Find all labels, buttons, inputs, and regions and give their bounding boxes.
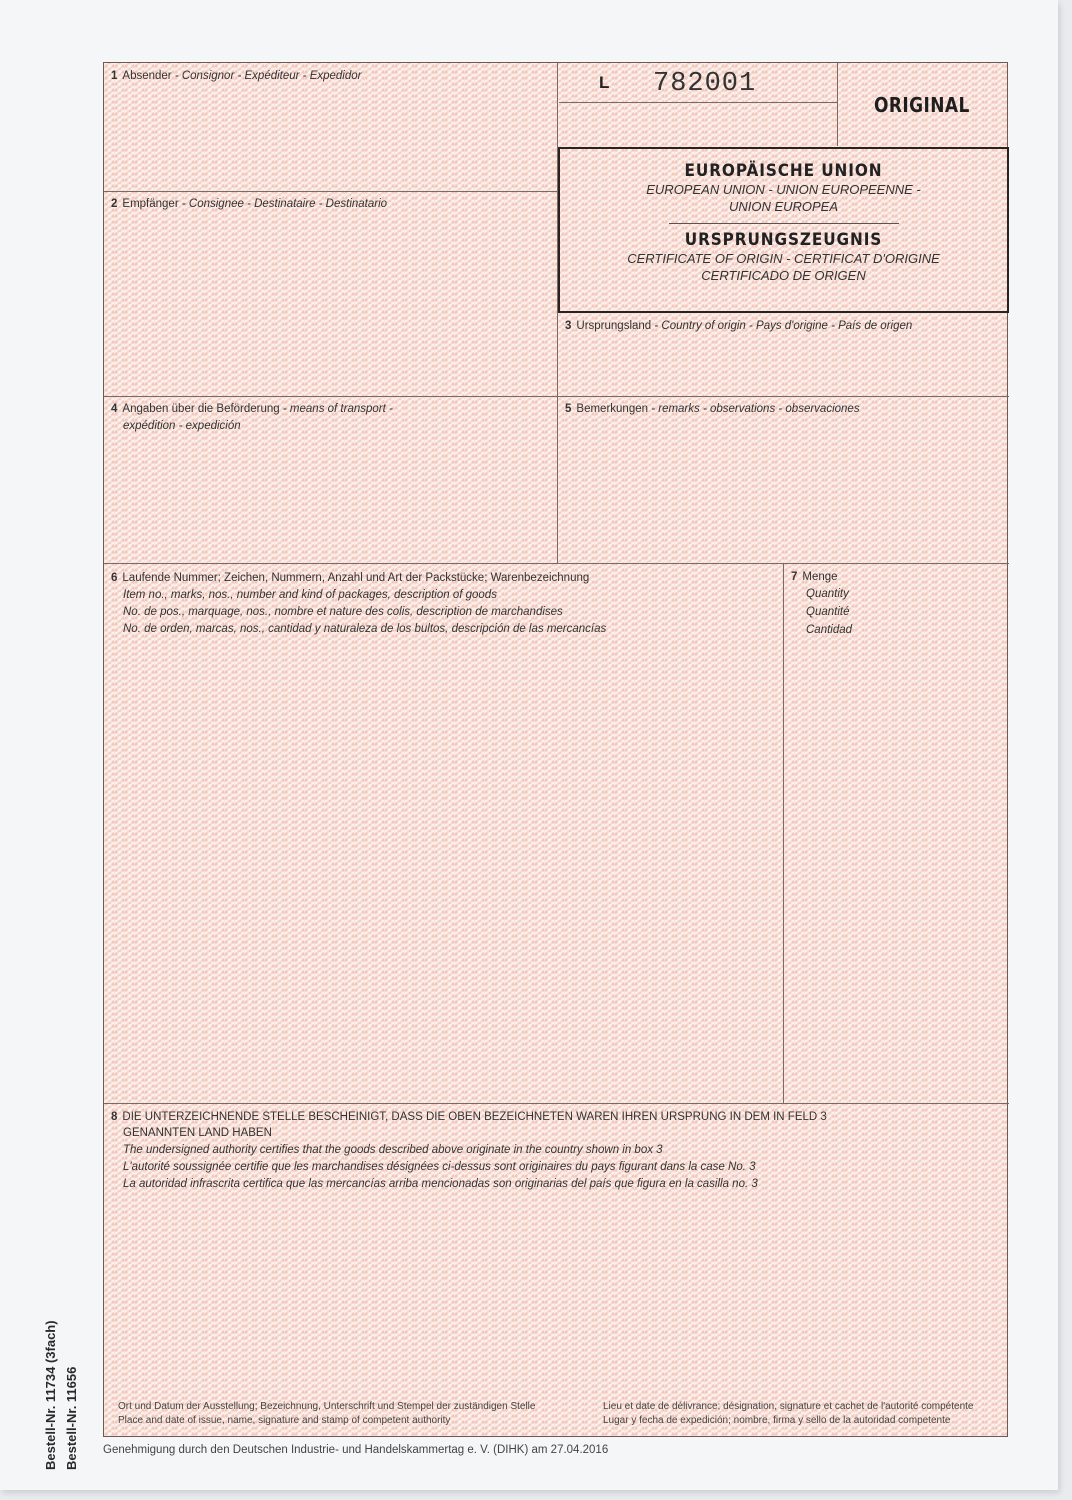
eu-title: EUROPÄISCHE UNION <box>684 161 883 181</box>
field-7-label-en <box>806 586 849 603</box>
field-label-de: Bemerkungen <box>576 403 649 415</box>
field-label-de: Empfänger <box>122 198 179 210</box>
field-label-en: Quantity <box>806 588 849 600</box>
signature-caption-es: Lugar y fecha de expedición; nombre, firma y sello de la autoridad competente <box>603 1415 951 1426</box>
field-7-label-es <box>806 622 852 639</box>
approval-note: Genehmigung durch den Deutschen Industrie- und Handelskammertag e. V. (DIHK) am 27.04.2016 <box>103 1444 609 1456</box>
field-label-es: Cantidad <box>806 624 853 636</box>
eu-title-multilang-1: EUROPEAN UNION - UNION EUROPEENNE - <box>646 182 921 197</box>
field-label-multilang: expédition - expedición <box>123 420 241 432</box>
field-7-label-fr <box>806 604 849 621</box>
field-6-label-es <box>111 621 606 638</box>
field-label-fr: L'autorité soussignée certifie que les marchandises désignées ci-dessus sont originaires du pays figurant dans la case No. 3 <box>123 1161 756 1173</box>
field-label-multilang: - Country of origin - Pays d'origine - País de origen <box>651 320 913 332</box>
field-7-label <box>791 569 838 586</box>
field-number: 8 <box>111 1111 118 1123</box>
field-6-goods-description[interactable] <box>104 563 784 1103</box>
field-label-de: Absender <box>122 70 172 82</box>
field-label-en: Item no., marks, nos., number and kind of packages, description of goods <box>123 589 497 601</box>
field-label-de: DIE UNTERZEICHNENDE STELLE BESCHEINIGT, DASS DIE OBEN BEZEICHNETEN WAREN IHREN URSPRUNG IN DEM IN FELD 3 <box>122 1111 827 1123</box>
field-5-label <box>565 401 860 418</box>
field-4-label <box>111 401 393 418</box>
certificate-form <box>103 62 1008 1437</box>
serial-prefix: L <box>599 73 610 92</box>
field-8-label-en <box>111 1142 663 1159</box>
document-title: URSPRUNGSZEUGNIS <box>684 230 883 250</box>
field-number: 2 <box>111 198 118 210</box>
eu-header-box <box>558 147 1009 313</box>
signature-caption-en: Place and date of issue, name, signature and stamp of competent authority <box>118 1415 451 1426</box>
field-8-label-fr <box>111 1159 756 1176</box>
order-number-2: Bestell-Nr. 11656 <box>64 1366 79 1470</box>
field-label-multilang: - Consignee - Destinataire - Destinatario <box>178 198 388 210</box>
signature-caption-de: Ort und Datum der Ausstellung; Bezeichnung, Unterschrift und Stempel der zuständigen Stelle <box>118 1401 536 1412</box>
field-number: 6 <box>111 572 118 584</box>
field-label-de: Ursprungsland <box>576 320 652 332</box>
field-number: 1 <box>111 70 118 82</box>
field-6-label <box>111 570 589 587</box>
field-7-quantity[interactable] <box>784 563 1009 1103</box>
field-label-de: Menge <box>802 571 838 583</box>
field-4-means-of-transport[interactable] <box>104 396 558 563</box>
field-8-certification[interactable] <box>104 1103 1009 1438</box>
copy-type-box <box>837 63 1009 146</box>
field-1-consignor[interactable] <box>104 63 558 191</box>
field-8-label-es <box>111 1176 758 1193</box>
field-label-multilang: - Consignor - Expéditeur - Expedidor <box>171 70 362 82</box>
field-label-multilang: - remarks - observations - observaciones <box>648 403 860 415</box>
serial-number: 782001 <box>653 69 757 99</box>
copy-type-label: ORIGINAL <box>874 93 970 117</box>
field-label-de-continued: GENANNTEN LAND HABEN <box>123 1127 272 1139</box>
field-label-multilang: - means of transport - <box>279 403 393 415</box>
field-label-de: Angaben über die Beförderung <box>122 403 280 415</box>
signature-caption-fr: Lieu et date de délivrance; désignation, signature et cachet de l'autorité compétente <box>603 1401 974 1412</box>
field-6-label-en <box>111 587 497 604</box>
document-title-multilang-2: CERTIFICADO DE ORIGEN <box>701 268 866 283</box>
order-number-1: Bestell-Nr. 11734 (3fach) <box>43 1320 58 1470</box>
field-3-label <box>565 318 912 335</box>
field-label-fr: Quantité <box>806 606 850 618</box>
field-label-es: No. de orden, marcas, nos., cantidad y naturaleza de los bultos, descripción de las mercancías <box>123 623 607 635</box>
header-divider <box>669 223 899 224</box>
field-5-remarks[interactable] <box>558 396 1009 563</box>
field-number: 4 <box>111 403 118 415</box>
field-2-consignee[interactable] <box>104 191 558 396</box>
field-6-label-fr <box>111 604 563 621</box>
field-label-en: The undersigned authority certifies that the goods described above originate in the country shown in box 3 <box>123 1144 663 1156</box>
field-label-fr: No. de pos., marquage, nos., nombre et nature des colis, description de marchandises <box>123 606 563 618</box>
field-8-label-de-line2 <box>111 1125 272 1142</box>
field-number: 7 <box>791 571 798 583</box>
order-numbers <box>40 1320 82 1470</box>
document-title-multilang-1: CERTIFICATE OF ORIGIN - CERTIFICAT D'ORIGINE <box>627 251 940 266</box>
field-number: 5 <box>565 403 572 415</box>
field-label-es: La autoridad infrascrita certifica que las mercancías arriba mencionadas son originarias del país que figura en la casilla no. 3 <box>123 1178 758 1190</box>
field-2-label <box>111 196 387 213</box>
field-number: 3 <box>565 320 572 332</box>
field-label-de: Laufende Nummer; Zeichen, Nummern, Anzahl und Art der Packstücke; Warenbezeichnung <box>122 572 590 584</box>
field-1-label <box>111 68 361 85</box>
field-4-label-line2 <box>111 418 241 435</box>
eu-title-multilang-2: UNION EUROPEA <box>728 199 839 214</box>
serial-number-box <box>559 63 837 103</box>
field-8-label <box>111 1109 827 1126</box>
field-3-country-of-origin[interactable] <box>558 313 1009 396</box>
